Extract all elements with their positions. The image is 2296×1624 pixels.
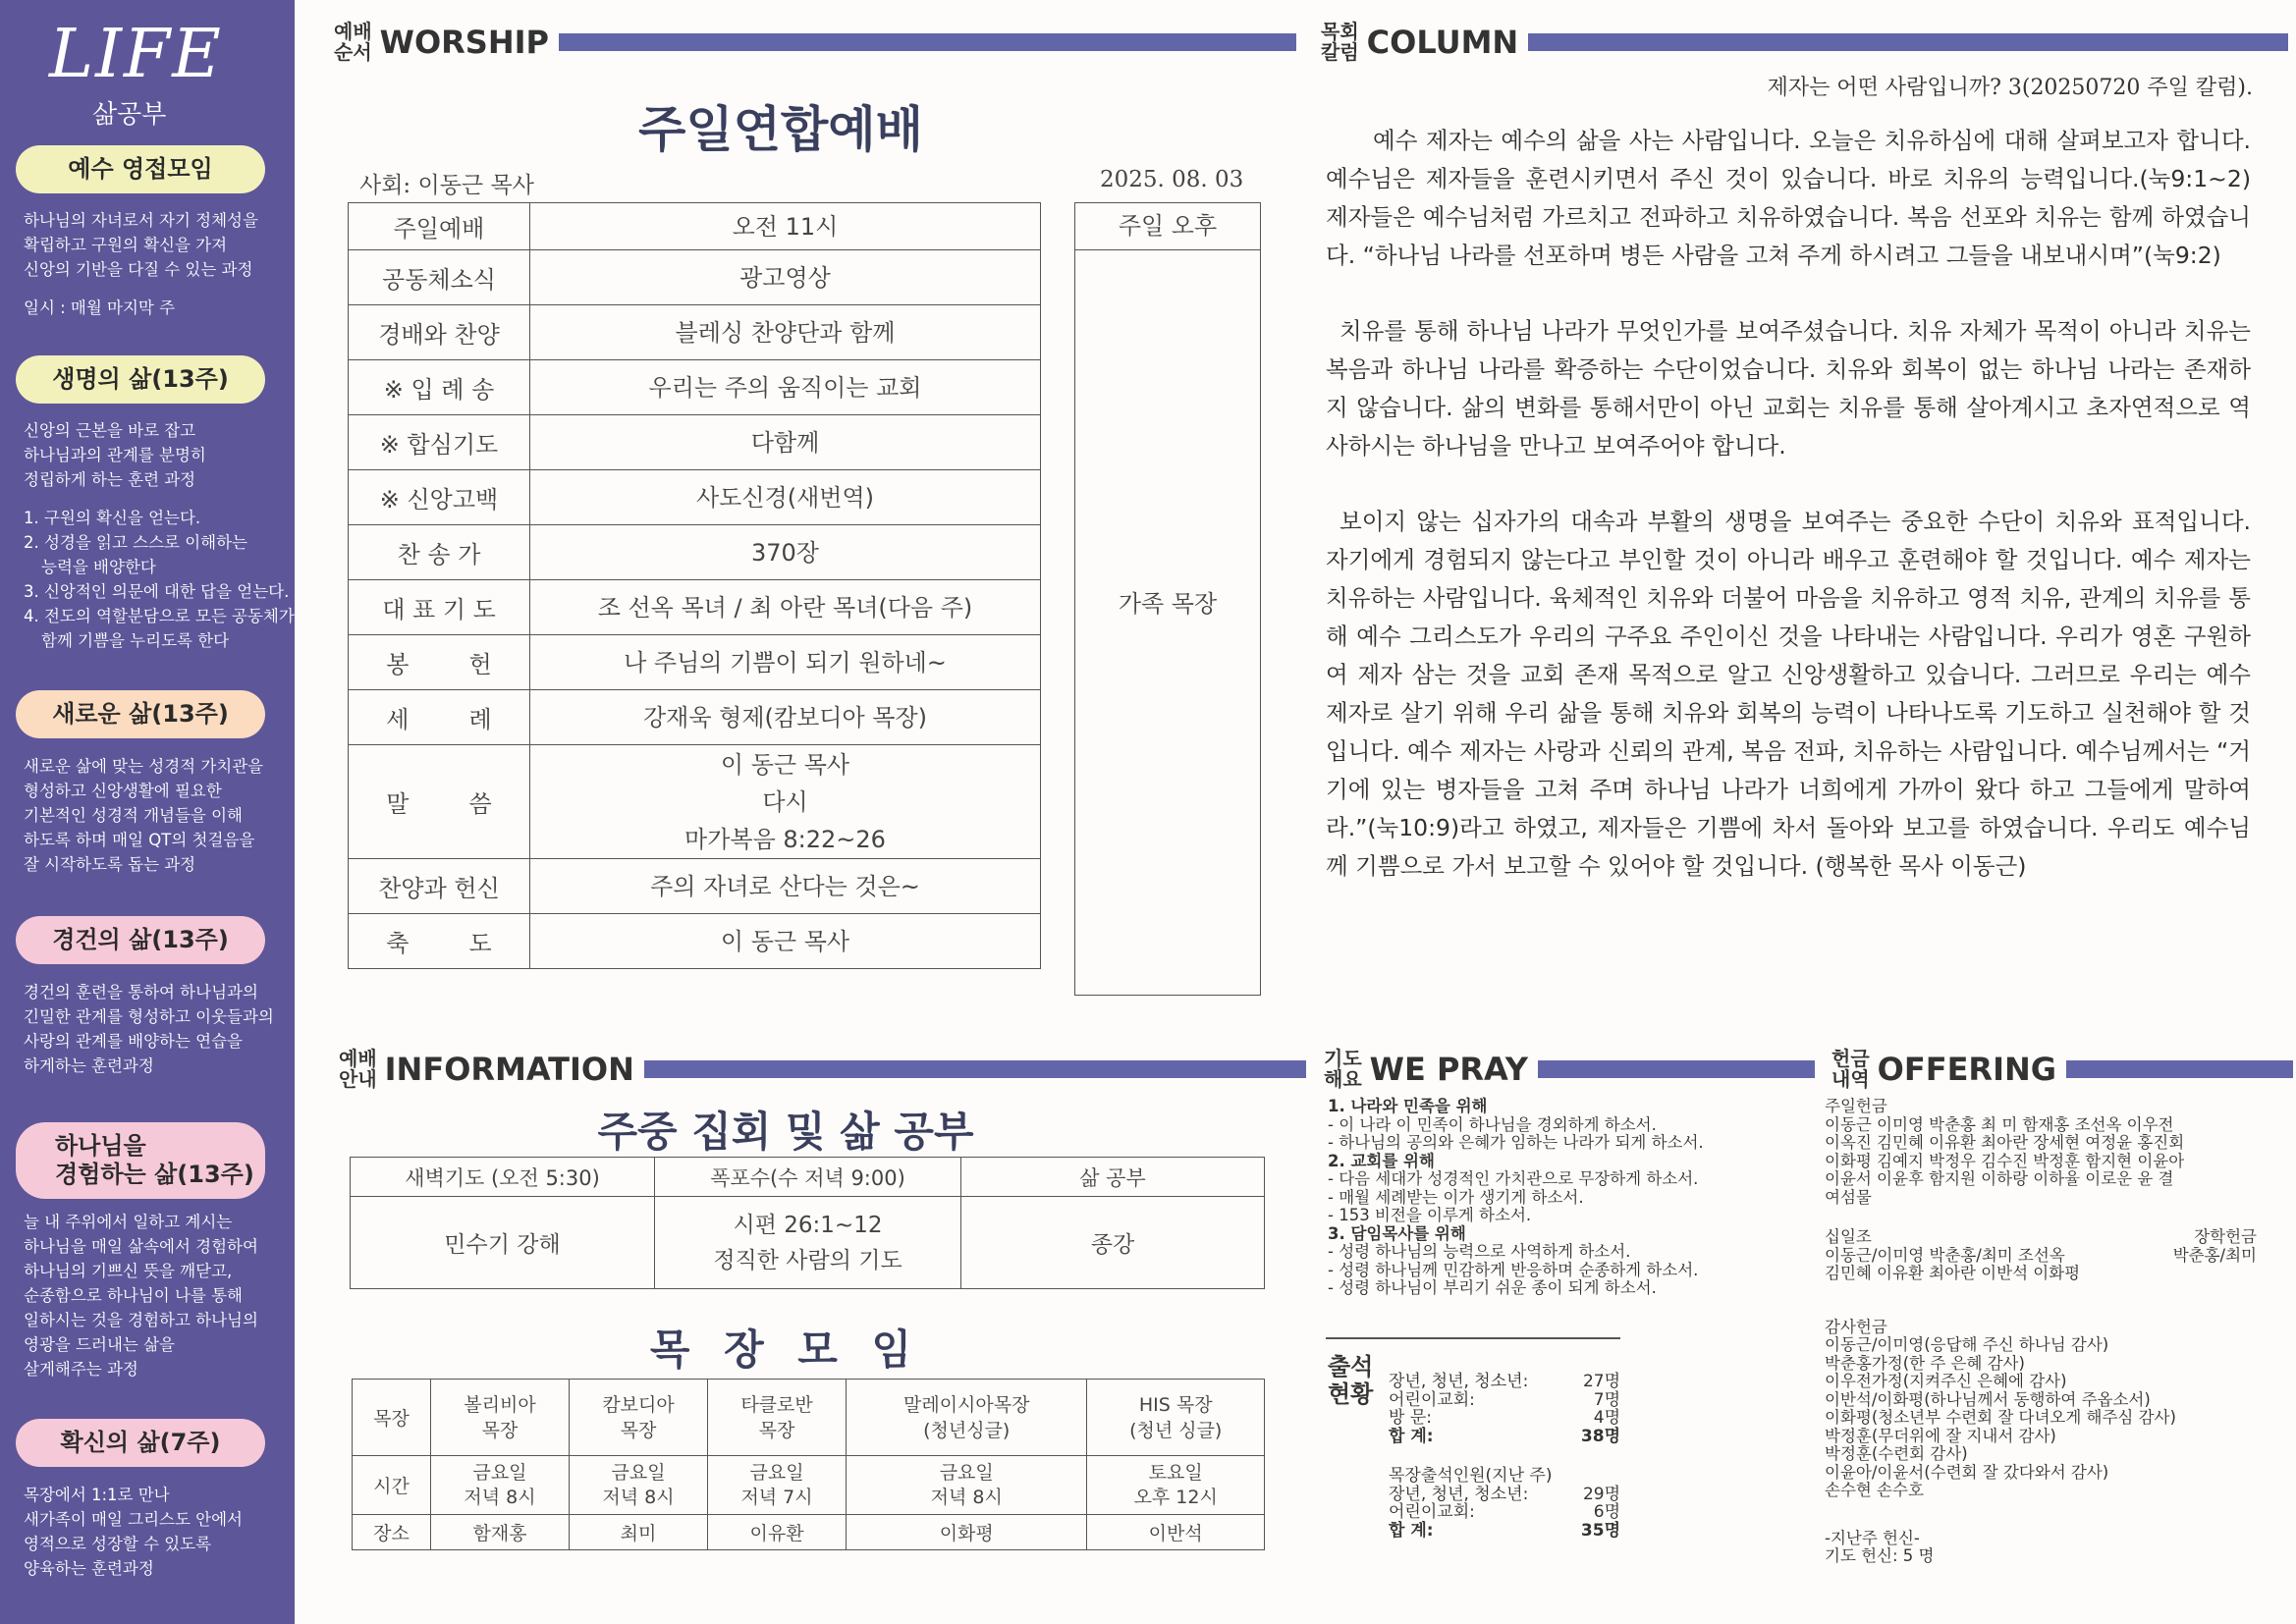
mokjang-time: 금요일 저녁 7시 — [708, 1456, 847, 1515]
offering-title: 십일조 — [1825, 1227, 1872, 1246]
worship-row — [349, 525, 1041, 580]
weekly-cell: 시편 26:1~12 정직한 사람의 기도 — [655, 1197, 961, 1289]
mokjang-place: 이유환 — [708, 1515, 847, 1550]
prayer-line: - 성령 하나님의 능력으로 사역하게 하소서. — [1328, 1242, 1631, 1261]
attendance-label: 출석 현황 — [1328, 1353, 1374, 1408]
column-paragraph: 보이지 않는 십자가의 대속과 부활의 생명을 보여주는 중요한 수단이 치유와 표적입니다. 자기에게 경험되지 않는다고 부인할 것이 아니라 배우고 훈련해야 할 것입니다. 예수 제자는 치유하는 사람입니다. 육체적인 치유와 더불어 마음을 치유하고 영적 치유, 관계의 치유를 통해 예수 그리스도가 우리의 구주요 주인이신 것을 나타내는 사람입니다. 우리가 영혼 구원하여 제자 삼는 것을 교회 존재 목적으로 알고 신앙생활하고 있습니다. 그러므로 우리는 예수 제자로 살기 위해 우리 삶을 통해 치유와 회복의 능력이 나타나도록 기도하고 실천해야 할 것입니다. 예수 제자는 사랑과 신뢰의 관계, 복음 전파, 치유하는 사람입니다. 예수님께서는 “거기에 있는 병자들을 고쳐 주며 하나님 나라가 너희에게 가까이 왔다 하고 그들에게 말하여라.”(눅10:9)라고 하였고, 제자들은 기쁨에 차서 돌아와 보고를 하였습니다. 우리도 예수님께 기쁨으로 가서 보고할 수 있어야 할 것입니다. (행복한 목사 이동근) — [1326, 508, 2251, 880]
worship-item-content: 우리는 주의 움직이는 교회 — [530, 360, 1041, 415]
weekly-meetings-table — [350, 1157, 1265, 1289]
column-body — [1326, 122, 2251, 923]
header-bar — [1528, 33, 2288, 51]
worship-row — [349, 203, 1041, 250]
worship-item-content: 오전 11시 — [530, 203, 1041, 250]
worship-item-content: 이 동근 목사 다시 마가복음 8:22~26 — [530, 745, 1041, 859]
worship-item-label: 경배와 찬양 — [349, 305, 530, 360]
column-paragraph: 치유를 통해 하나님 나라가 무엇인가를 보여주셨습니다. 치유 자체가 목적이 아니라 치유는 복음과 하나님 나라를 확증하는 수단이었습니다. 치유와 회복이 없는 하나님 나라는 존재하지 않습니다. 삶의 변화를 통해서만이 아닌 교회는 치유를 통해 살아계시고 초자연적으로 역사하시는 하나님을 만나고 보여주어야 합니다. — [1326, 317, 2251, 460]
section-desc-welcome: 하나님의 자녀로서 자기 정체성을 확립하고 구원의 확신을 가져 신앙의 기반을 다질 수 있는 과정 일시 : 매월 마지막 주 — [24, 211, 258, 317]
worship-item-label: ※ 입 례 송 — [349, 360, 530, 415]
worship-host: 사회: 이동근 목사 — [359, 173, 534, 198]
section-desc-assurance: 목장에서 1:1로 만나 새가족이 매일 그리스도 안에서 영적으로 성장할 수 있도록 양육하는 훈련과정 — [24, 1486, 243, 1578]
worship-item-content: 다함께 — [530, 415, 1041, 470]
worship-item-content: 나 주님의 기쁨이 되기 원하네~ — [530, 635, 1041, 690]
prayer-line: - 매월 세례받는 이가 생기게 하소서. — [1328, 1187, 1584, 1207]
mokjang-time: 금요일 저녁 8시 — [847, 1456, 1087, 1515]
mokjang-name: 볼리비아 목장 — [431, 1380, 570, 1456]
section-title-assurance: 확신의 삶(7주) — [16, 1419, 265, 1467]
worship-item-label: 공동체소식 — [349, 250, 530, 305]
worship-row — [349, 635, 1041, 690]
worship-item-label: ※ 합심기도 — [349, 415, 530, 470]
worship-item-content: 이 동근 목사 — [530, 914, 1041, 969]
mokjang-place: 최미 — [570, 1515, 708, 1550]
mokjang-title: 목 장 모 임 — [649, 1326, 922, 1374]
column-subtitle: 제자는 어떤 사람입니까? 3(20250720 주일 칼럼). — [1767, 76, 2253, 100]
information-heading: INFORMATION — [384, 1051, 634, 1088]
row-label: 장소 — [353, 1515, 431, 1550]
section-desc-devotion: 경건의 훈련을 통하여 하나님과의 긴밀한 관계를 형성하고 이웃들과의 사랑의 관계를 배양하는 연습을 하게하는 훈련과정 — [24, 983, 274, 1075]
mokjang-time: 토요일 오후 12시 — [1087, 1456, 1265, 1515]
worship-item-label: 찬 송 가 — [349, 525, 530, 580]
worship-item-label: 찬양과 헌신 — [349, 859, 530, 914]
worship-item-content: 조 선옥 목녀 / 최 아란 목녀(다음 주) — [530, 580, 1041, 635]
worship-row — [349, 470, 1041, 525]
mokjang-time: 금요일 저녁 8시 — [431, 1456, 570, 1515]
header-bar — [559, 33, 1296, 51]
worship-date: 2025. 08. 03 — [1100, 167, 1244, 192]
worship-item-content: 블레싱 찬양단과 함께 — [530, 305, 1041, 360]
afternoon-box — [1074, 202, 1261, 996]
mokjang-time: 금요일 저녁 8시 — [570, 1456, 708, 1515]
worship-item-label: 말 씀 — [349, 745, 530, 859]
weekly-header: 삶 공부 — [961, 1158, 1265, 1197]
mokjang-attendance-title: 목장출석인원(지난 주) — [1389, 1466, 1553, 1486]
worship-row — [349, 415, 1041, 470]
section-title-devotion: 경건의 삶(13주) — [16, 916, 265, 964]
prayer-line: 2. 교회를 위해 — [1328, 1151, 1435, 1170]
prayer-line: - 하나님의 공의와 은혜가 임하는 나라가 되게 하소서. — [1328, 1133, 1704, 1152]
worship-row — [349, 745, 1041, 859]
offering-title: 주일헌금 — [1825, 1097, 1887, 1115]
afternoon-header: 주일 오후 — [1075, 203, 1260, 250]
divider — [1326, 1337, 1620, 1339]
weekly-cell: 종강 — [961, 1197, 1265, 1289]
section-desc-experiencing-god: 늘 내 주위에서 일하고 계시는 하나님을 매일 삶속에서 경험하여 하나님의 기쁘신 뜻을 깨닫고, 순종함으로 하나님이 나를 통해 일하시는 것을 경험하고 하나님의 영광을 드러내는 삶을 살게해주는 과정 — [24, 1213, 258, 1379]
information-title: 주중 집회 및 삶 공부 — [597, 1108, 974, 1156]
offering-heading: OFFERING — [1877, 1051, 2057, 1088]
worship-row — [349, 580, 1041, 635]
section-title-life: 생명의 삶(13주) — [16, 355, 265, 404]
mokjang-name: 말레이시아목장 (청년싱글) — [847, 1380, 1087, 1456]
prayer-line: 3. 담임목사를 위해 — [1328, 1223, 1466, 1243]
mokjang-name: 타클로반 목장 — [708, 1380, 847, 1456]
mokjang-place: 이반석 — [1087, 1515, 1265, 1550]
logo-subtitle: 삶공부 — [92, 100, 167, 130]
column-paragraph: 예수 제자는 예수의 삶을 사는 사람입니다. 오늘은 치유하심에 대해 살펴보고자 합니다. 예수님은 제자들을 훈련시키면서 주신 것이 있습니다. 바로 치유의 능력입니다.(눅9:1~2) 제자들은 예수님처럼 가르치고 전파하고 치유하였습니다. 복음 선포와 치유는 함께 하였습니다. “하나님 나라를 선포하며 병든 사람을 고쳐 주게 하시려고 그들을 내보내시며”(눅9:2) — [1326, 127, 2251, 269]
worship-item-content: 광고영상 — [530, 250, 1041, 305]
prayer-line: - 이 나라 이 민족이 하나님을 경외하게 하소서. — [1328, 1114, 1657, 1134]
header-bar — [644, 1060, 1306, 1078]
prayer-line: - 153 비전을 이루게 하소서. — [1328, 1206, 1532, 1224]
life-logo: LIFE — [49, 16, 223, 93]
worship-item-content: 강재욱 형제(캄보디아 목장) — [530, 690, 1041, 745]
pray-heading: WE PRAY — [1369, 1051, 1528, 1088]
worship-order-table — [348, 202, 1041, 969]
header-bar — [1538, 1060, 1815, 1078]
column-heading: COLUMN — [1366, 24, 1519, 61]
offering-title: 감사헌금 — [1825, 1317, 1887, 1336]
prayer-line: - 성령 하나님이 부리기 쉬운 종이 되게 하소서. — [1328, 1278, 1657, 1297]
worship-item-label: ※ 신앙고백 — [349, 470, 530, 525]
weekly-cell: 민수기 강해 — [351, 1197, 655, 1289]
worship-heading: WORSHIP — [379, 24, 549, 61]
column-header: 목회 칼럼 COLUMN — [1321, 22, 2288, 63]
afternoon-body: 가족 목장 — [1118, 590, 1218, 618]
row-label: 시간 — [353, 1456, 431, 1515]
worship-row — [349, 360, 1041, 415]
mokjang-name: HIS 목장 (청년 싱글) — [1087, 1380, 1265, 1456]
worship-title: 주일연합예배 — [638, 101, 923, 158]
worship-row — [349, 914, 1041, 969]
prayer-line: 1. 나라와 민족을 위해 — [1328, 1097, 1488, 1115]
weekly-header: 새벽기도 (오전 5:30) — [351, 1158, 655, 1197]
worship-item-label: 축 도 — [349, 914, 530, 969]
worship-item-label: 대 표 기 도 — [349, 580, 530, 635]
section-desc-life: 신앙의 근본을 바로 잡고 하나님과의 관계를 분명히 정립하게 하는 훈련 과정 1. 구원의 확신을 얻는다. 2. 성경을 읽고 스스로 이해하는 능력을 배양한다 3. 신앙적인 의문에 대한 답을 얻는다. 4. 전도의 역할분담으로 모든 공동체가 함께 기쁨을 누리도록 한다 — [24, 421, 295, 650]
worship-item-content: 370장 — [530, 525, 1041, 580]
prayer-line: - 다음 세대가 성경적인 가치관으로 무장하게 하소서. — [1328, 1169, 1699, 1188]
prayer-list — [1328, 1098, 1809, 1298]
worship-row — [349, 690, 1041, 745]
worship-row — [349, 305, 1041, 360]
prayer-line: - 성령 하나님께 민감하게 반응하며 순종하게 하소서. — [1328, 1260, 1699, 1279]
mokjang-place: 함재홍 — [431, 1515, 570, 1550]
section-desc-new-life: 새로운 삶에 맞는 성경적 가치관을 형성하고 신앙생활에 필요한 기본적인 성경적 개념들을 이해 하도록 하며 매일 QT의 첫걸음을 잘 시작하도록 돕는 과정 — [24, 757, 264, 874]
offering-title: 장학헌금 — [2194, 1227, 2257, 1246]
mokjang-table — [352, 1379, 1265, 1550]
worship-item-label: 봉 헌 — [349, 635, 530, 690]
offering-list: 주일헌금 이동근 이미영 박춘홍 최 미 함재홍 조선옥 이우전 이옥진 김민혜 이유환 최아란 장세현 여정윤 홍진회 이화평 김예지 박정우 김수진 박정훈 함지현 이윤아 이윤서 이윤후 함지원 이하랑 이하율 이로운 윤 결 여섬물 십일조 장학헌금 이동근/이미영 박춘홍/최미 조선옥 박춘홍/최미 김민혜 이유환 최아란 이반석 이화평 감사헌금 이동근/이미영(응답해 주신 하나님 감사) 박춘홍가정(한 주 은혜 감사) 이우전가정(지켜주신 은혜에 감사) 이반석/이화평(하나님께서 동행하여 주옵소서) 이화평(청소년부 수련회 잘 다녀오게 해주심 감사) 박정훈(무더위에 잘 지내서 감사) 박정훈(수련회 감사) 이윤아/이윤서(수련회 잘 갔다와서 감사) 손수현 손수호 -지난주 헌신- 기도 헌신: 5 명 — [1825, 1097, 2257, 1565]
sidebar — [0, 0, 295, 1624]
worship-row — [349, 859, 1041, 914]
section-title-experiencing-god: 하나님을 경험하는 삶(13주) — [16, 1122, 265, 1199]
offering-header: 헌금 내역 OFFERING — [1831, 1049, 2293, 1090]
worship-row — [349, 250, 1041, 305]
row-label: 목장 — [353, 1380, 431, 1456]
header-bar — [2066, 1060, 2293, 1078]
mokjang-place: 이화평 — [847, 1515, 1087, 1550]
information-header: 예배 안내 INFORMATION — [339, 1049, 1306, 1090]
worship-item-content: 사도신경(새번역) — [530, 470, 1041, 525]
section-title-welcome: 예수 영접모임 — [16, 145, 265, 193]
attendance-table: 장년, 청년, 청소년: 27명 어린이교회: 7명 방 문: 4명 합 계: 38명 목장출석인원(지난 주) 장년, 청년, 청소년: 29명 어린이교회: 6명 합 계: 35명 — [1389, 1372, 1620, 1541]
mokjang-name: 캄보디아 목장 — [570, 1380, 708, 1456]
worship-item-label: 주일예배 — [349, 203, 530, 250]
pray-header: 기도 해요 WE PRAY — [1324, 1049, 1815, 1090]
worship-header: 예배 순서 WORSHIP — [334, 22, 1296, 63]
worship-item-content: 주의 자녀로 산다는 것은~ — [530, 859, 1041, 914]
section-title-new-life: 새로운 삶(13주) — [16, 690, 265, 738]
weekly-header: 폭포수(수 저녁 9:00) — [655, 1158, 961, 1197]
worship-item-label: 세 례 — [349, 690, 530, 745]
